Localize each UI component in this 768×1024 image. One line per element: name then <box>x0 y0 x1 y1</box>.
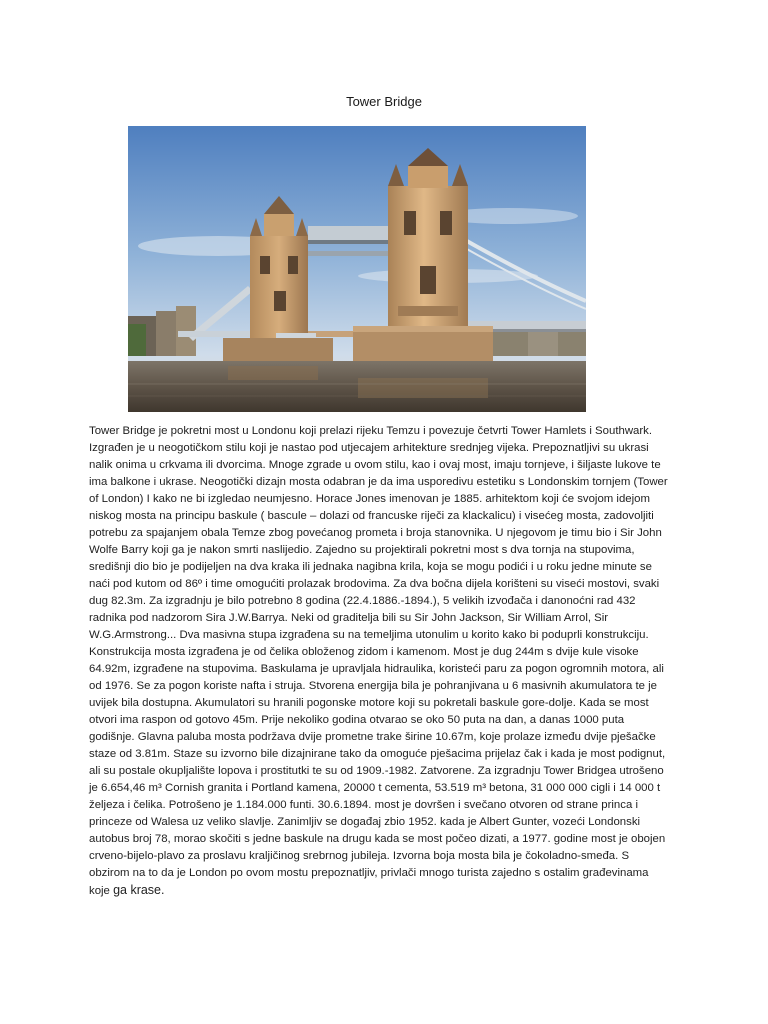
page-title: Tower Bridge <box>346 94 422 109</box>
last-line-end: ga krase. <box>113 883 165 897</box>
body-line: ali su postale okupljalište lopova i prostitutki te su od 1909.-1982. Zatvorene. Za izgradnju Tower Bridgea utrošeno <box>89 765 664 777</box>
body-line: radnika pod nadzorom Sira J.W.Barrya. Neki od graditelja bili su Sir John Jackson, Sir William Arrol, Sir <box>89 612 609 624</box>
body-line: središnji dio bio je podijeljen na dva kraka ili jednaka nagibna krila, koja se mogu podići i u roku jedne minute se <box>89 561 652 573</box>
body-line: staze od 3.81m. Staze su izvorno bile dizajnirane tako da omoguće pješacima prijelaz čak i kada je most podignut, <box>89 748 666 760</box>
body-line-last <box>89 882 679 899</box>
body-line: princeze od Walesa uz veliko slavlje. Zanimljiv se događaj zbio 1952. kada je Albert Gunter, vozeći Londonski <box>89 816 641 828</box>
body-line: Tower Bridge je pokretni most u Londonu koji prelazi rijeku Temzu i povezuje četvrti Tower Hamlets i Southwark. <box>89 425 653 437</box>
body-line: uvijek bila dostupna. Akumulatori su hranili pogonske motore koji su pokretali baskule gore-dolje. Kada se most <box>89 697 649 709</box>
body-line: dug 82.3m. Za izgradnju je bilo potrebno 8 godina (22.4.1886.-1894.), 5 velikih izvođača i danonoćni rad 432 <box>89 595 636 607</box>
last-line-start: koje <box>89 885 114 897</box>
body-line: Konstrukcija mosta izgrađena je od čelika obloženog zidom i kamenom. Most je dug 244m s dvije kule visoke <box>89 646 639 658</box>
body-line: nalik onima u crkvama ili dvorcima. Mnoge zgrade u ovom stilu, kao i ovaj most, imaju tornjeve, i šiljaste lukove te <box>89 459 661 471</box>
body-line: niskog mosta na principu baskule ( bascule – dolazi od francuske riječi za klackalicu) i visećeg mosta, zadovoljiti <box>89 510 654 522</box>
body-line: je 6.654,46 m³ Cornish granita i Portland kamena, 20000 t cementa, 53.519 m³ betona, 31 000 000 cigli i 14 000 t <box>89 782 661 794</box>
body-line: 64.92m, izgrađene na stupovima. Baskulama je upravljala hidraulika, koristeći paru za pogon ogromnih motora, ali <box>89 663 664 675</box>
body-line: obzirom na to da je London po ovom mostu prepoznatljiv, privlači mnogo turista zajedno s ostalim građevinama <box>89 867 649 879</box>
tower-bridge-photo <box>128 126 586 412</box>
body-line: W.G.Armstrong... Dva masivna stupa izgrađena su na temeljima utonulim u korito kako bi poduprli konstrukciju. <box>89 629 649 641</box>
body-line: potrebu za spajanjem obala Temze zbog povećanog prometa i broja stanovnika. U njegovom je timu bio i Sir John <box>89 527 662 539</box>
body-line: Wolfe Barry koji ga je nakon smrti naslijedio. Zajedno su projektirali pokretni most s dva tornja na stupovima, <box>89 544 635 556</box>
body-line: od 1976. Se za pogon koriste nafta i struja. Stvorena energija bila je pohranjivana u 6 masivnih akumulatora te je <box>89 680 657 692</box>
body-line: ima balkone i ukrase. Neogotički dizajn mosta odabran je da ima usporedivu estetiku s Londonskim tornjem (Tower <box>89 476 668 488</box>
body-line: autobus broj 78, morao skočiti s jedne baskule na drugu kada se most počeo dizati, a 1977. godine most je obojen <box>89 833 666 845</box>
body-line: željeza i čelika. Potrošeno je 1.184.000 funti. 30.6.1894. most je dovršen i svečano otvoren od strane princa i <box>89 799 638 811</box>
article-body <box>89 423 679 899</box>
body-line: godišnje. Glavna paluba mosta podržava dvije prometne trake širine 10.67m, koje prolaze između dvije pješačke <box>89 731 656 743</box>
body-line: naći pod kutom od 86º i time omogućiti prolazak brodovima. Za dva bočna dijela korišteni su viseći mostovi, svaki <box>89 578 660 590</box>
body-line: crveno-bijelo-plavo za proslavu kraljičinog srebrnog jubileja. Izvorna boja mosta bila je čokoladno-smeđa. S <box>89 850 630 862</box>
body-line: Izgrađen je u neogotičkom stilu koji je nastao pod utjecajem arhitekture srednjeg vijeka. Prepoznatljivi su ukrasi <box>89 442 649 454</box>
body-line: otvori ima raspon od gotovo 45m. Prije nekoliko godina otvarao se oko 50 puta na dan, a danas 1000 puta <box>89 714 625 726</box>
body-line: of London) I kako ne bi izgledao neumjesno. Horace Jones imenovan je 1885. arhitektom koji će svojom idejom <box>89 493 650 505</box>
